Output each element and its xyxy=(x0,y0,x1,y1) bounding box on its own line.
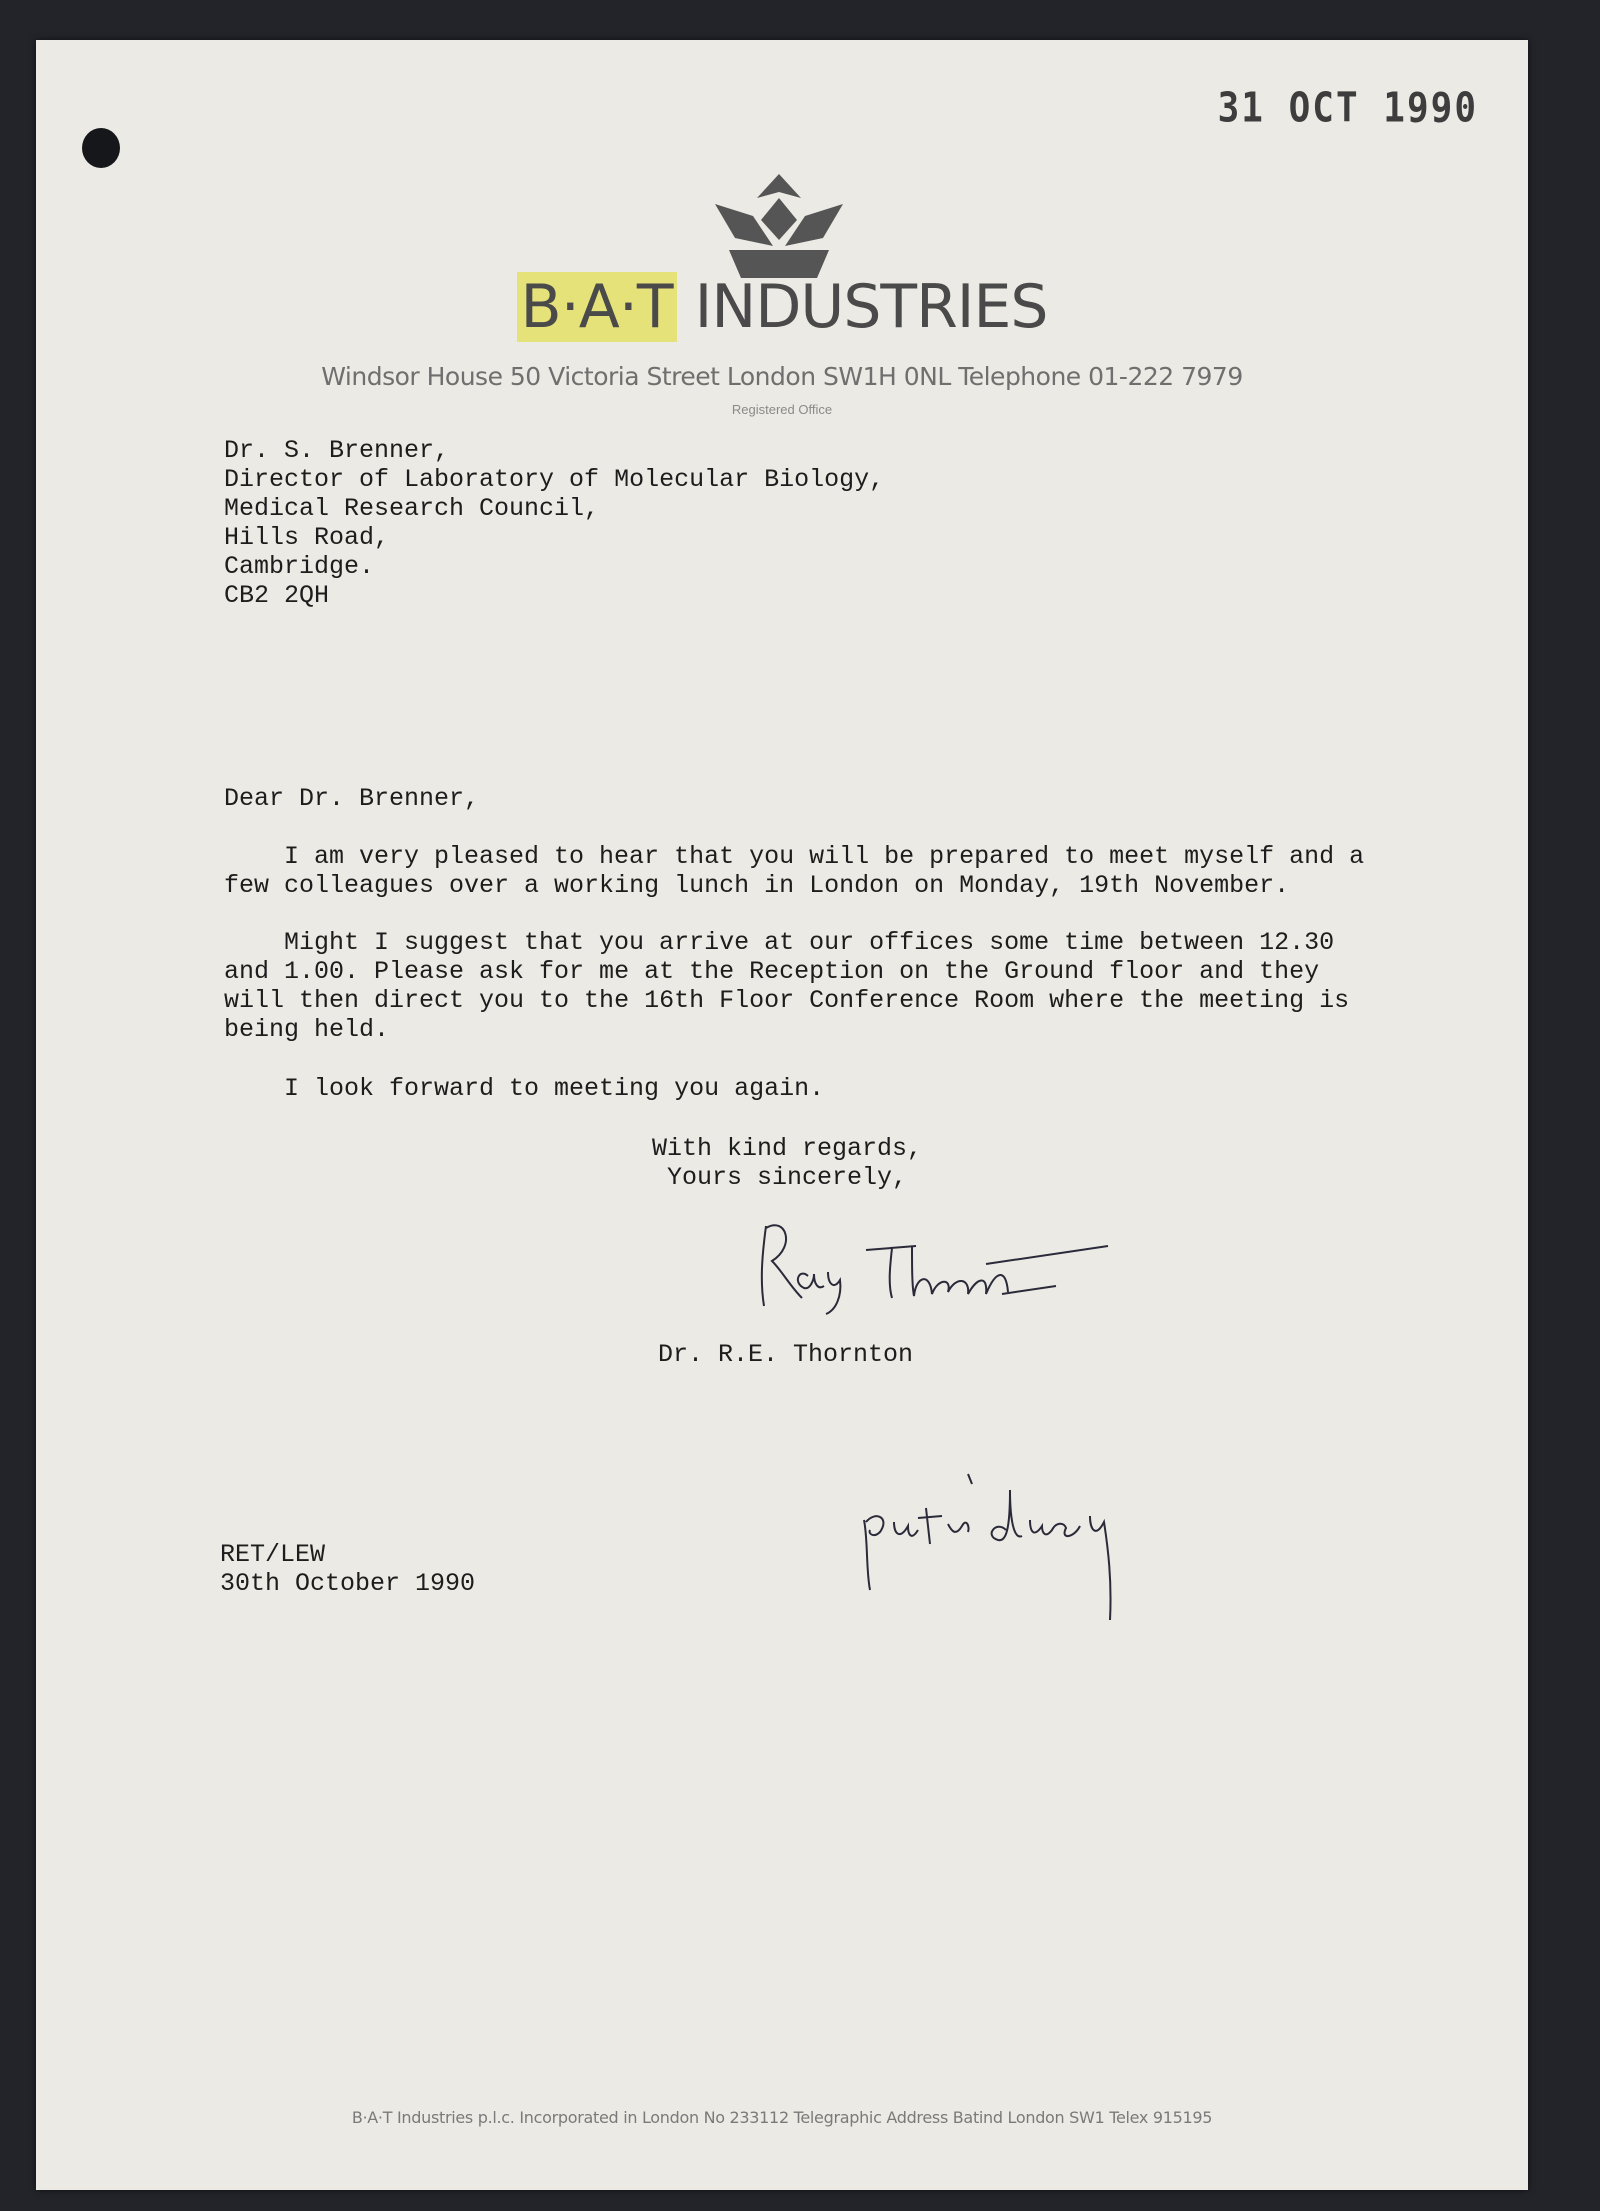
recipient-line: Director of Laboratory of Molecular Biology, xyxy=(224,465,885,494)
letter-date: 30th October 1990 xyxy=(220,1569,476,1598)
reference-block xyxy=(220,1540,475,1598)
body-paragraph: I look forward to meeting you again. xyxy=(284,1074,825,1103)
bat-leaf-logo-icon xyxy=(713,168,845,284)
closing xyxy=(652,1134,922,1192)
body-paragraph: I am very pleased to hear that you will be prepared to meet myself and a few colleagues over a working lunch in London on Monday, 19th November. xyxy=(224,842,1365,900)
recipient-line: Cambridge. xyxy=(224,552,375,581)
closing-line: With kind regards, xyxy=(652,1134,923,1163)
letter-page xyxy=(36,40,1528,2190)
punch-hole xyxy=(82,128,120,168)
handwritten-signature xyxy=(716,1206,1136,1316)
recipient-line: CB2 2QH xyxy=(224,581,330,610)
company-name xyxy=(36,272,1528,342)
registered-office-label: Registered Office xyxy=(731,402,833,417)
recipient-line: Medical Research Council, xyxy=(224,494,600,523)
company-name-rest: INDUSTRIES xyxy=(694,272,1048,342)
recipient-line: Hills Road, xyxy=(224,523,390,552)
company-name-highlighted: B·A·T xyxy=(517,272,677,342)
salutation: Dear Dr. Brenner, xyxy=(224,784,480,813)
recipient-address xyxy=(224,436,884,610)
received-date-stamp: 31 OCT 1990 xyxy=(1217,84,1478,133)
handwritten-annotation xyxy=(856,1460,1176,1640)
recipient-line: Dr. S. Brenner, xyxy=(224,436,450,465)
signatory-name: Dr. R.E. Thornton xyxy=(658,1340,914,1369)
letterhead-address: Windsor House 50 Victoria Street London SW1H 0NL Telephone 01-222 7979 xyxy=(321,362,1243,391)
closing-line: Yours sincerely, xyxy=(652,1163,908,1192)
reference-code: RET/LEW xyxy=(220,1540,326,1569)
body-paragraph: Might I suggest that you arrive at our offices some time between 12.30 and 1.00. Please ask for me at the Reception on the Ground floor and they will then direct you to the 16th Floor Conference Room where the meeting is being held. xyxy=(224,928,1350,1044)
letterhead-footer: B·A·T Industries p.l.c. Incorporated in London No 233112 Telegraphic Address Batind London SW1 Telex 915195 xyxy=(351,2108,1213,2127)
